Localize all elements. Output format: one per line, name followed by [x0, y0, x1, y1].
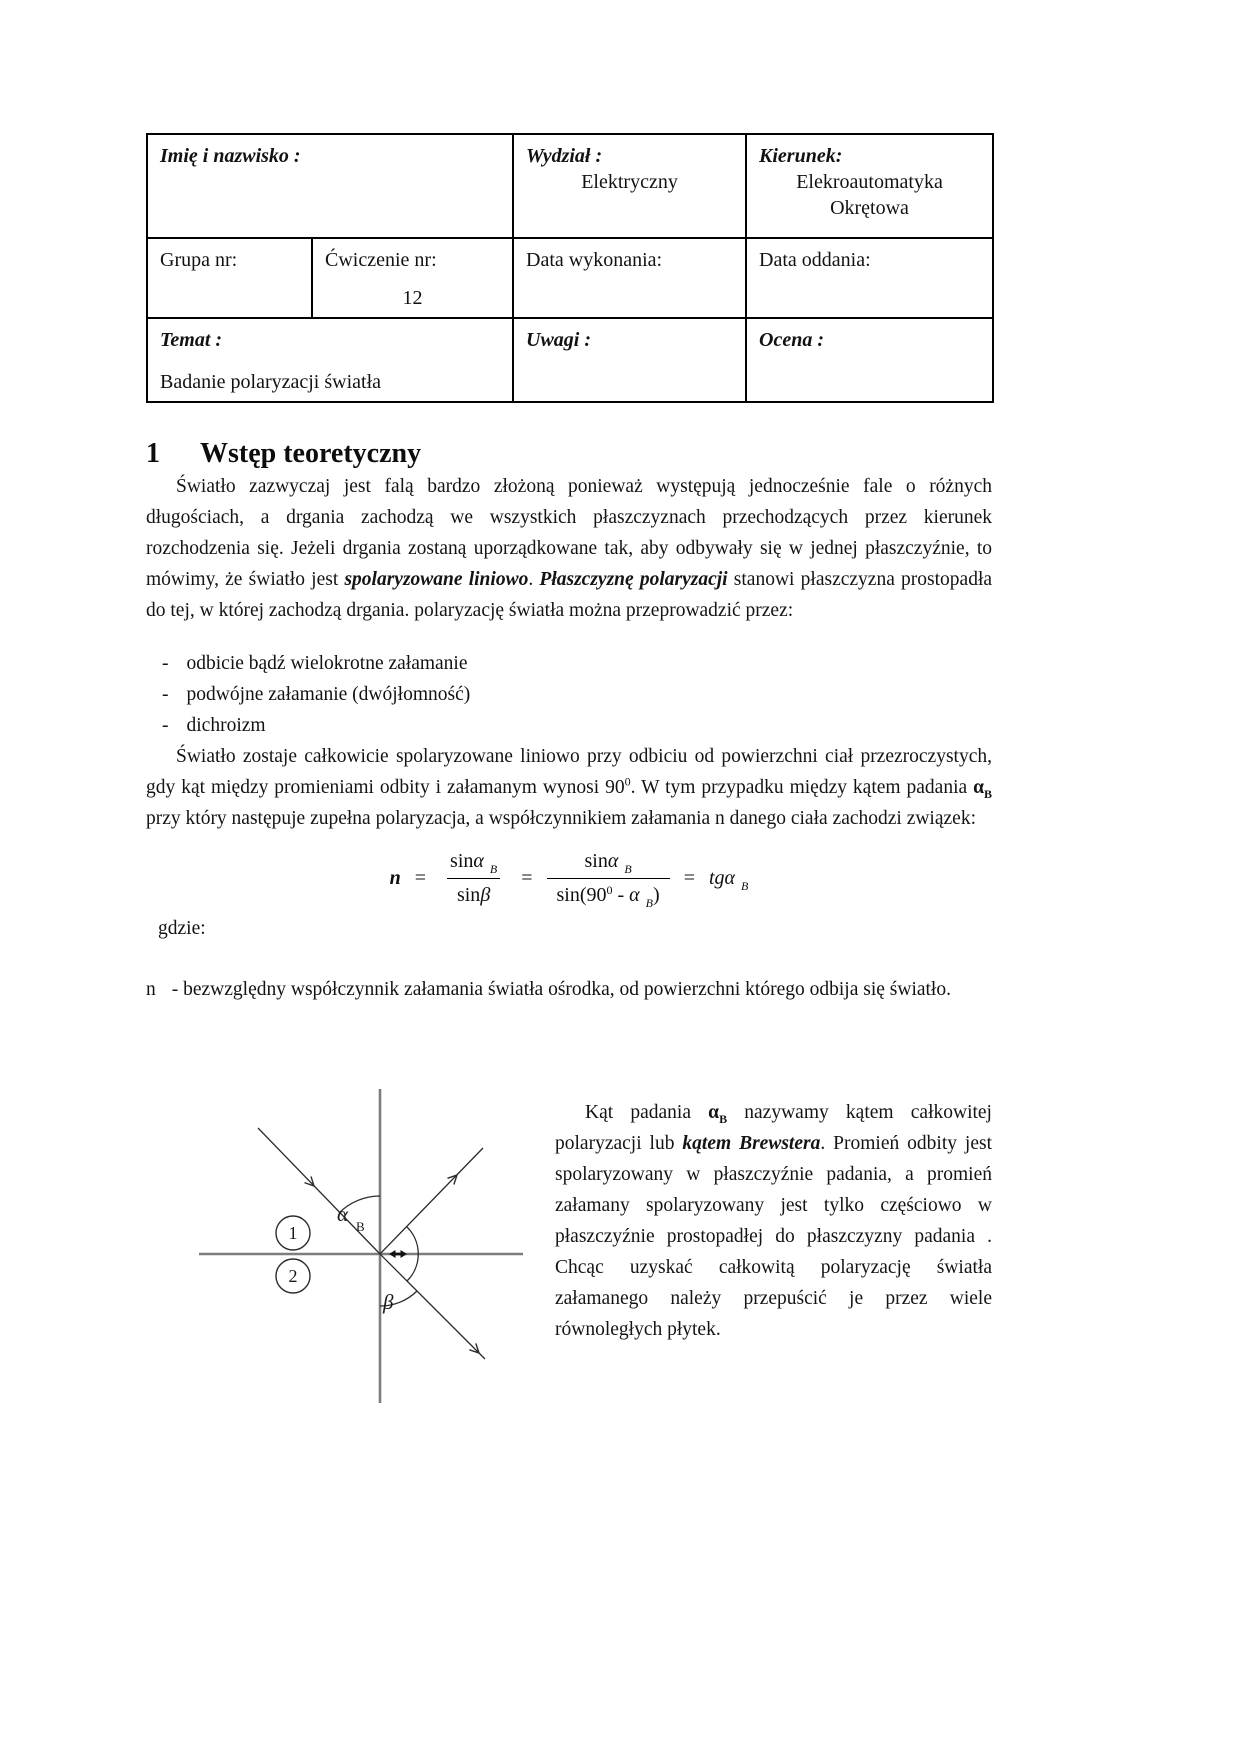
alpha-b-symbol: α [708, 1102, 720, 1123]
b-subscript: B [489, 862, 498, 876]
medium-2-label: 2 [288, 1266, 298, 1286]
cell-kierunek [746, 134, 993, 238]
uwagi-label: Uwagi : [526, 329, 592, 351]
brewster-paragraph [555, 1097, 992, 1345]
list-dash: - [162, 715, 169, 736]
brewster-diagram [199, 1069, 523, 1403]
temat-value: Badanie polaryzacji światła [160, 371, 382, 393]
list-item [162, 679, 992, 710]
imie-nazwisko-label: Imię i nazwisko : [160, 145, 301, 167]
cell-data-oddania [746, 238, 993, 318]
list-item [162, 710, 992, 741]
header-row-1 [147, 134, 993, 238]
fraction-2-numerator [575, 850, 642, 878]
header-table [146, 133, 994, 403]
tg-function: tg [708, 867, 725, 889]
list-dash: - [162, 684, 169, 705]
b-subscript: B [741, 879, 749, 893]
brewster-text-1: Kąt padania [585, 1102, 709, 1123]
fraction-2 [547, 850, 670, 910]
sin-function: sin [456, 884, 481, 906]
formula-n: n [389, 867, 401, 889]
polarization-methods-list [146, 648, 992, 741]
fraction-2-denominator [547, 878, 670, 910]
alpha-b-subscript: B [719, 1111, 728, 1126]
alpha-angle-sub-label: B [356, 1219, 365, 1234]
list-item [162, 648, 992, 679]
intro-text-1: Światło zazwyczaj jest falą bardzo złożoną ponieważ występują jednocześnie fale o różnych długościach, a drgania zachodzą we wszystkich płaszczyznach przechodzących przez kierunek rozchodzenia się. Jeżeli drgania zostaną uporządkowane tak, aby odbywały się w jednej płaszczyźnie, to mówimy, że światło jest [146, 476, 992, 590]
list-item-text: podwójne załamanie (dwójłomność) [186, 684, 471, 705]
kierunek-value-line2: Okrętowa [830, 197, 909, 219]
alpha-symbol: α [607, 850, 619, 872]
reflected-ray [380, 1148, 483, 1254]
medium-1-label: 1 [288, 1223, 298, 1243]
data-oddania-label: Data oddania: [759, 249, 871, 271]
para2-text-3: przy który następuje zupełna polaryzacja, a współczynnikiem załamania n danego ciała zachodzi związek: [146, 808, 976, 829]
sin-function: sin [584, 850, 608, 872]
b-subscript: B [645, 896, 654, 910]
section-number: 1 [146, 438, 160, 469]
header-row-3 [147, 318, 993, 402]
beta-symbol: β [480, 884, 491, 906]
temat-label: Temat : [160, 329, 223, 351]
equals-sign: = [414, 867, 427, 889]
fraction-1-denominator [447, 878, 500, 907]
cell-data-wykonania [513, 238, 746, 318]
wydzial-label: Wydział : [526, 145, 603, 167]
polarization-direction-marker [389, 1250, 407, 1258]
cell-temat [147, 318, 513, 402]
fraction-1-numerator [440, 850, 507, 878]
n-symbol: n [146, 979, 156, 1000]
brewster-bold-katem-brewstera: kątem Brewstera [682, 1133, 821, 1154]
beta-angle-label: β [383, 1290, 394, 1314]
cell-grupa [147, 238, 312, 318]
equals-sign: = [521, 867, 533, 889]
cell-ocena [746, 318, 993, 402]
ocena-label: Ocena : [759, 329, 824, 351]
list-item-text: odbicie bądź wielokrotne załamanie [186, 653, 468, 674]
section-title: Wstęp teoretyczny [200, 438, 422, 469]
wydzial-value: Elektryczny [581, 171, 678, 193]
intro-text-3: stanowi płaszczyzna prostopadła do tej, w której zachodzą drgania. polaryzację światła można przeprowadzić przez: [146, 569, 993, 621]
alpha-angle-label: α [337, 1202, 349, 1226]
list-dash: - [162, 653, 169, 674]
header-row-2 [147, 238, 993, 318]
b-subscript: B [624, 862, 632, 876]
brewster-condition-paragraph [146, 741, 992, 834]
cell-cwiczenie [312, 238, 513, 318]
intro-paragraph [146, 471, 992, 626]
figure-row [146, 1069, 992, 1403]
para2-text-2: . W tym przypadku między kątem padania [630, 777, 974, 798]
para2-text-1: Światło zostaje całkowicie spolaryzowane liniowo przy odbiciu od powierzchni ciał przezroczystych, gdy kąt między promieniami odbity i załamanym wynosi 90 [146, 746, 992, 798]
kierunek-label: Kierunek: [759, 145, 843, 167]
section-heading [146, 437, 992, 471]
intro-bold-spolaryzowane: spolaryzowane liniowo [344, 569, 529, 590]
n-definition [146, 974, 992, 1005]
brewster-diagram-svg [199, 1089, 523, 1403]
intro-text-2: . [528, 569, 540, 590]
grupa-label: Grupa nr: [160, 249, 238, 271]
brewster-formula [146, 850, 992, 910]
alpha-symbol: α [473, 850, 484, 872]
kierunek-value-line1: Elekroautomatyka [796, 171, 943, 193]
brewster-description-column [555, 1069, 992, 1345]
alpha-b-symbol: α [973, 777, 984, 798]
sin-90-open: sin(90 [556, 884, 607, 906]
fraction-1 [440, 850, 507, 907]
minus-sign: - [612, 884, 630, 906]
brewster-text-2: nazywamy kątem całkowitej polaryzacji lub [555, 1102, 992, 1154]
result-term [708, 867, 749, 893]
refracted-ray [380, 1254, 485, 1359]
degree-superscript: 0 [624, 774, 631, 789]
degree-superscript: 0 [606, 883, 613, 897]
cwiczenie-number: 12 [402, 287, 423, 309]
cell-imie-nazwisko [147, 134, 513, 238]
alpha-symbol: α [629, 884, 640, 906]
brewster-text-3: . Promień odbity jest spolaryzowany w płaszczyźnie padania, a promień załamany spolaryzowany jest tylko częściowo w płaszczyźnie prostopadłej do płaszczyzny padania . Chcąc uzyskać całkowitą polaryzację światła załamanego należy przepuścić je przez wiele równoległych płytek. [555, 1133, 993, 1340]
alpha-b-subscript: B [983, 786, 992, 801]
list-item-text: dichroizm [186, 715, 266, 736]
alpha-symbol: α [724, 867, 736, 889]
paren-close: ) [653, 884, 660, 906]
equals-sign: = [683, 867, 695, 889]
n-definition-text: - bezwzględny współczynnik załamania światła ośrodka, od powierzchni którego odbija się światło. [171, 979, 951, 1000]
sin-function: sin [450, 850, 474, 872]
cwiczenie-label: Ćwiczenie nr: [325, 249, 437, 271]
gdzie-label: gdzie: [158, 918, 206, 939]
intro-bold-plaszczyzne: Płaszczyznę polaryzacji [539, 569, 728, 590]
cell-uwagi [513, 318, 746, 402]
data-wykonania-label: Data wykonania: [526, 249, 663, 271]
cell-wydzial [513, 134, 746, 238]
